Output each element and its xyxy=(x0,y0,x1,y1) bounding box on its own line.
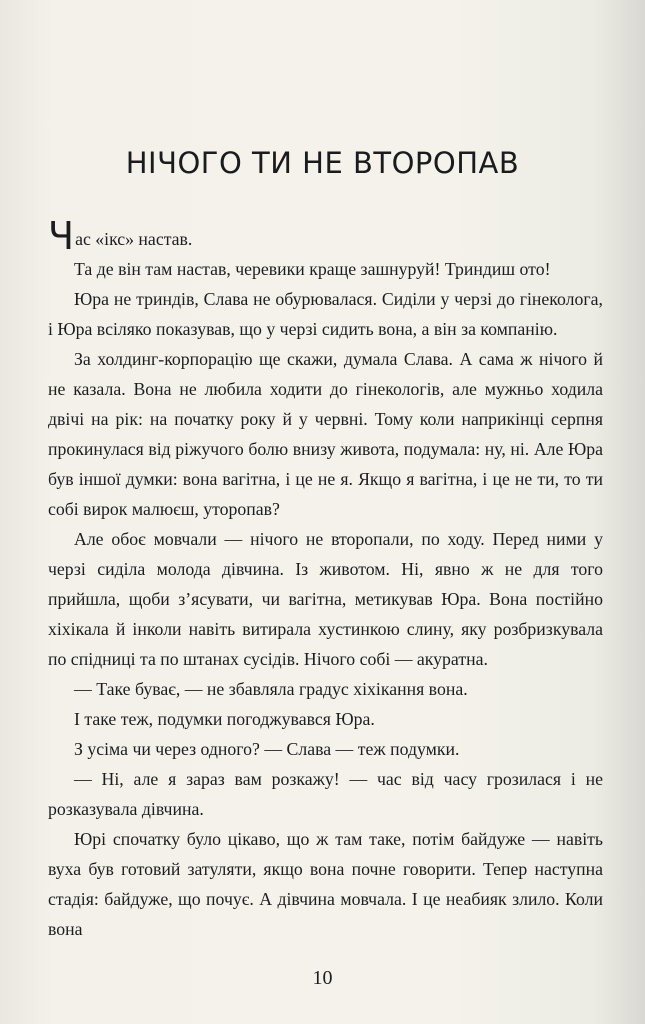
page-number: 10 xyxy=(312,967,333,989)
drop-cap: Ч xyxy=(48,214,75,258)
chapter-body xyxy=(48,214,603,944)
paragraph-5: Але обоє мовчали — нічого не второпали, по ходу. Перед ними у черзі сиділа молода дівчина. Із животом. Ні, явно ж не для того прийшла, щоби з’ясувати, чи вагітна, метикував Юра. Вона постійно хіхікала й інколи навіть витирала хустинкою слину, яку розбризкувала по спідниці та по штанах сусідів. Нічого собі — акуратна. xyxy=(48,529,603,669)
paragraph-10: Юрі спочатку було цікаво, що ж там таке, потім байдуже — навіть вуха був готовий затуляти, якщо вона почне говорити. Тепер наступна стадія: байдуже, що почує. А дівчина мовчала. І це неабияк злило. Коли вона xyxy=(48,829,603,939)
paragraph-2: Та де він там настав, черевики краще зашнуруй! Триндиш ото! xyxy=(74,259,551,279)
paragraph-text: ас «ікс» настав. xyxy=(75,229,193,249)
paragraph-6: — Таке буває, — не збавляла градус хіхікання вона. xyxy=(74,679,468,699)
paragraph-1 xyxy=(48,214,603,258)
paragraph-3: Юра не триндів, Слава не обурювалася. Сиділи у черзі до гінеколога, і Юра всіляко показував, що у черзі сидить вона, а він за компанію. xyxy=(48,289,603,339)
paragraph-7: І таке теж, подумки погоджувався Юра. xyxy=(74,709,375,729)
chapter-title: НІЧОГО ТИ НЕ ВТОРОПАВ xyxy=(125,146,520,180)
paragraph-8: З усіма чи через одного? — Слава — теж подумки. xyxy=(74,739,460,759)
paragraph-9: — Ні, але я зараз вам розкажу! — час від часу грозилася і не розказувала дівчина. xyxy=(48,769,603,819)
paragraph-4: За холдинг-корпорацію ще скажи, думала Слава. А сама ж нічого й не казала. Вона не любила ходити до гінекологів, але мужньо ходила двічі на рік: на початку року й у червні. Тому коли наприкінці серпня прокинулася від ріжучого болю внизу живота, подумала: ну, ні. Але Юра був іншої думки: вона вагітна, і це не я. Якщо я вагітна, і це не ти, то ти собі вирок малюєш, уторопав? xyxy=(48,349,603,519)
